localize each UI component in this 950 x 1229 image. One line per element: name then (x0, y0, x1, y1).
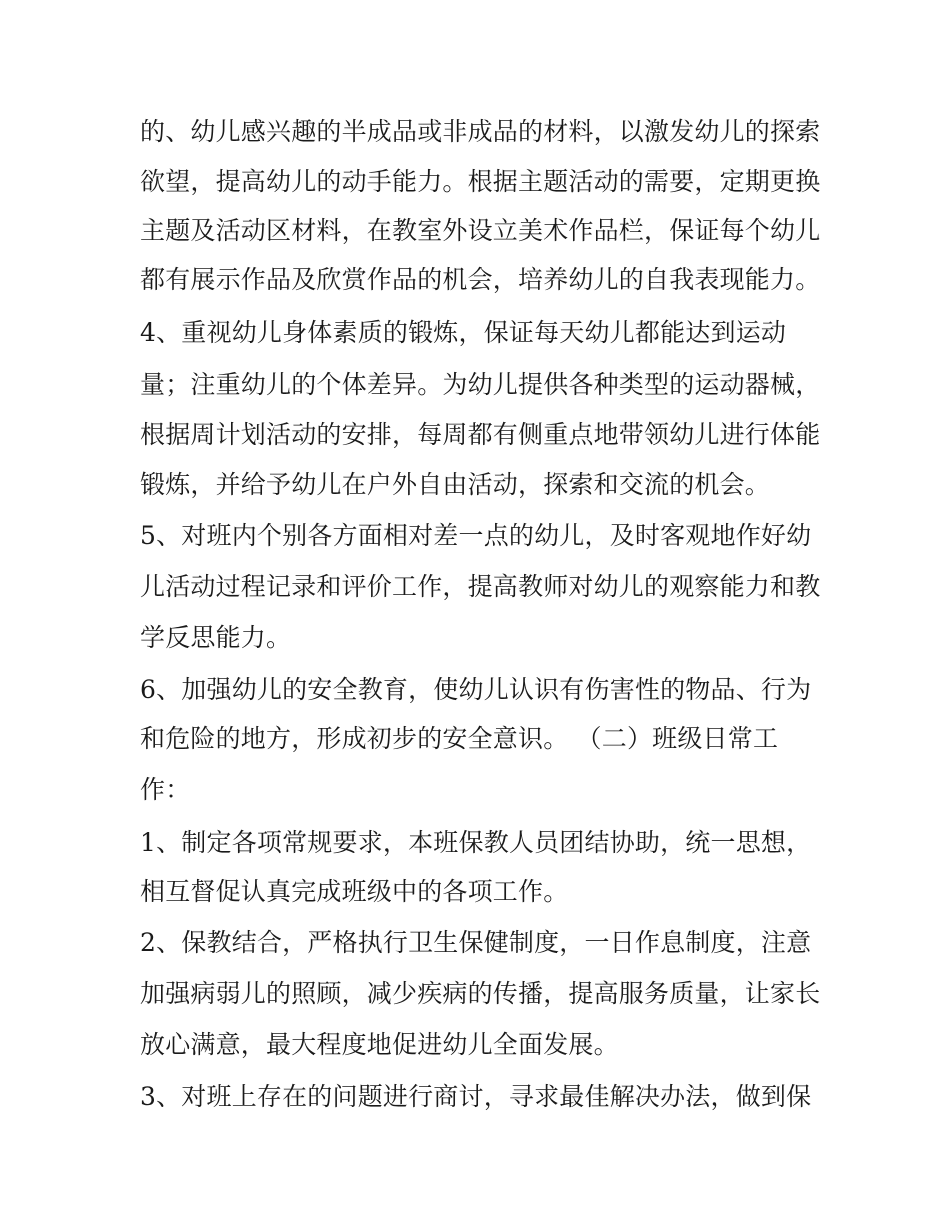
text-line: 锻炼，并给予幼儿在户外自由活动，探索和交流的机会。 (140, 470, 771, 499)
text-line: 根据周计划活动的安排，每周都有侧重点地带领幼儿进行体能 (140, 420, 821, 449)
text-line: 的、幼儿感兴趣的半成品或非成品的材料，以激发幼儿的探索 (140, 117, 821, 146)
text-line: 相互督促认真完成班级中的各项工作。 (140, 877, 569, 906)
text-line: 5、对班内个别各方面相对差一点的幼儿，及时客观地作好幼 (140, 521, 812, 550)
text-line: 学反思能力。 (140, 623, 292, 652)
text-line: 加强病弱儿的照顾，减少疾病的传播，提高服务质量，让家长 (140, 979, 821, 1008)
text-line: 放心满意，最大程度地促进幼儿全面发展。 (140, 1030, 619, 1059)
text-line: 4、重视幼儿身体素质的锻炼，保证每天幼儿都能达到运动 (140, 318, 787, 347)
text-line: 都有展示作品及欣赏作品的机会，培养幼儿的自我表现能力。 (140, 265, 821, 294)
text-line: 量；注重幼儿的个体差异。为幼儿提供各种类型的运动器械， (140, 370, 821, 399)
text-line: 2、保教结合，严格执行卫生保健制度，一日作息制度，注意 (140, 928, 812, 957)
text-line: 儿活动过程记录和评价工作，提高教师对幼儿的观察能力和教 (140, 572, 821, 601)
text-line: 3、对班上存在的问题进行商讨，寻求最佳解决办法，做到保 (140, 1082, 812, 1111)
text-line: 1、制定各项常规要求，本班保教人员团结协助，统一思想， (140, 828, 812, 857)
text-line: 作： (140, 775, 191, 804)
text-line: 和危险的地方，形成初步的安全意识。 （二）班级日常工 (140, 724, 779, 753)
text-line: 欲望，提高幼儿的动手能力。根据主题活动的需要，定期更换 (140, 167, 821, 196)
text-line: 主题及活动区材料，在教室外设立美术作品栏，保证每个幼儿 (140, 216, 821, 245)
text-line: 6、加强幼儿的安全教育，使幼儿认识有伤害性的物品、行为 (140, 675, 812, 704)
